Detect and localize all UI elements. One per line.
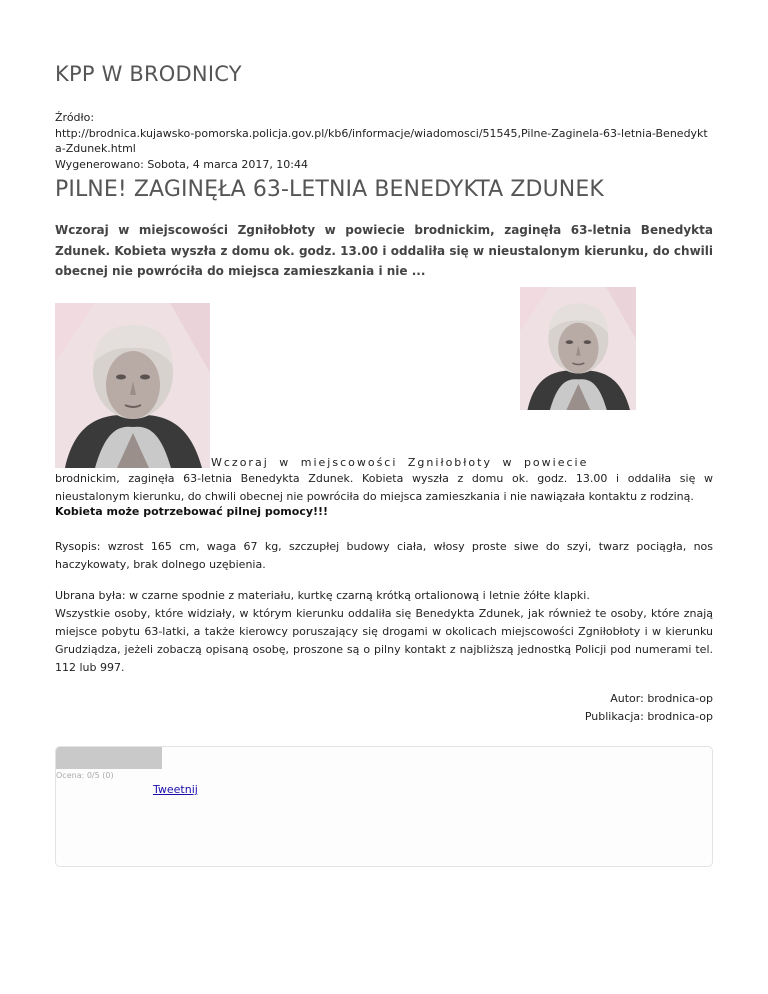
missing-person-photo-secondary bbox=[520, 287, 636, 410]
rating-text: Ocena: 0/5 (0) bbox=[56, 771, 114, 780]
site-title: KPP W BRODNICY bbox=[55, 62, 242, 86]
body-first-line: Wczoraj w miejscowości Zgniłobłoty w powiecie bbox=[211, 456, 589, 469]
clothing-and-appeal bbox=[55, 587, 713, 677]
rating-stars[interactable] bbox=[56, 747, 162, 769]
source-block bbox=[55, 110, 713, 172]
article-meta bbox=[585, 690, 713, 726]
urgent-notice: Kobieta może potrzebować pilnej pomocy!!! bbox=[55, 505, 329, 518]
body-paragraph: brodnickim, zaginęła 63-letnia Benedykta Zdunek. Kobieta wyszła z domu ok. godz. 13.00 i oddaliła się w nieustalonym kierunku, do chwili obecnej nie powróciła do miejsca zamieszkania i nie nawiązała kontaktu z rodziną. bbox=[55, 472, 713, 503]
source-label: Źródło: bbox=[55, 111, 95, 124]
article-title: PILNE! ZAGINĘŁA 63-LETNIA BENEDYKTA ZDUNEK bbox=[55, 177, 604, 202]
rating-box bbox=[55, 746, 713, 867]
tweet-link[interactable]: Tweetnij bbox=[153, 783, 198, 796]
article-lead: Wczoraj w miejscowości Zgniłobłoty w powiecie brodnickim, zaginęła 63-letnia Benedykta Zdunek. Kobieta wyszła z domu ok. godz. 13.00 i oddaliła się w nieustalonym kierunku, do chwili obecnej nie powróciła do miejsca zamieszkania i nie ... bbox=[55, 223, 713, 278]
generated-timestamp: Wygenerowano: Sobota, 4 marca 2017, 10:44 bbox=[55, 157, 309, 171]
publication: Publikacja: brodnica-op bbox=[584, 710, 713, 723]
source-url: http://brodnica.kujawsko-pomorska.policja.gov.pl/kb6/informacje/wiadomosci/51545,Pilne-Zaginela-63-letnia-Benedykta-Zdunek.html bbox=[55, 126, 708, 155]
missing-person-photo bbox=[55, 303, 210, 468]
appeal-paragraph: Wszystkie osoby, które widziały, w którym kierunku oddaliła się Benedykta Zdunek, jak również te osoby, które znają miejsce pobytu 63-latki, a także kierowcy poruszający się drogami w okolicach miejscowości Zgniłobłoty i w kierunku Grudziądza, jeżeli zobaczą opisaną osobę, proszone są o pilny kontakt z najbliższą jednostką Policji pod numerami tel. 112 lub 997. bbox=[55, 607, 713, 674]
portrait-image-secondary bbox=[520, 287, 636, 410]
author: Autor: brodnica-op bbox=[610, 692, 713, 705]
clothing-paragraph: Ubrana była: w czarne spodnie z materiału, kurtkę czarną krótką ortalionową i letnie żółte klapki. bbox=[55, 589, 590, 602]
portrait-image bbox=[55, 303, 210, 468]
description-paragraph: Rysopis: wzrost 165 cm, waga 67 kg, szczupłej budowy ciała, włosy proste siwe do szyi, twarz pociągła, nos haczykowaty, brak dolnego uzębienia. bbox=[55, 540, 713, 571]
